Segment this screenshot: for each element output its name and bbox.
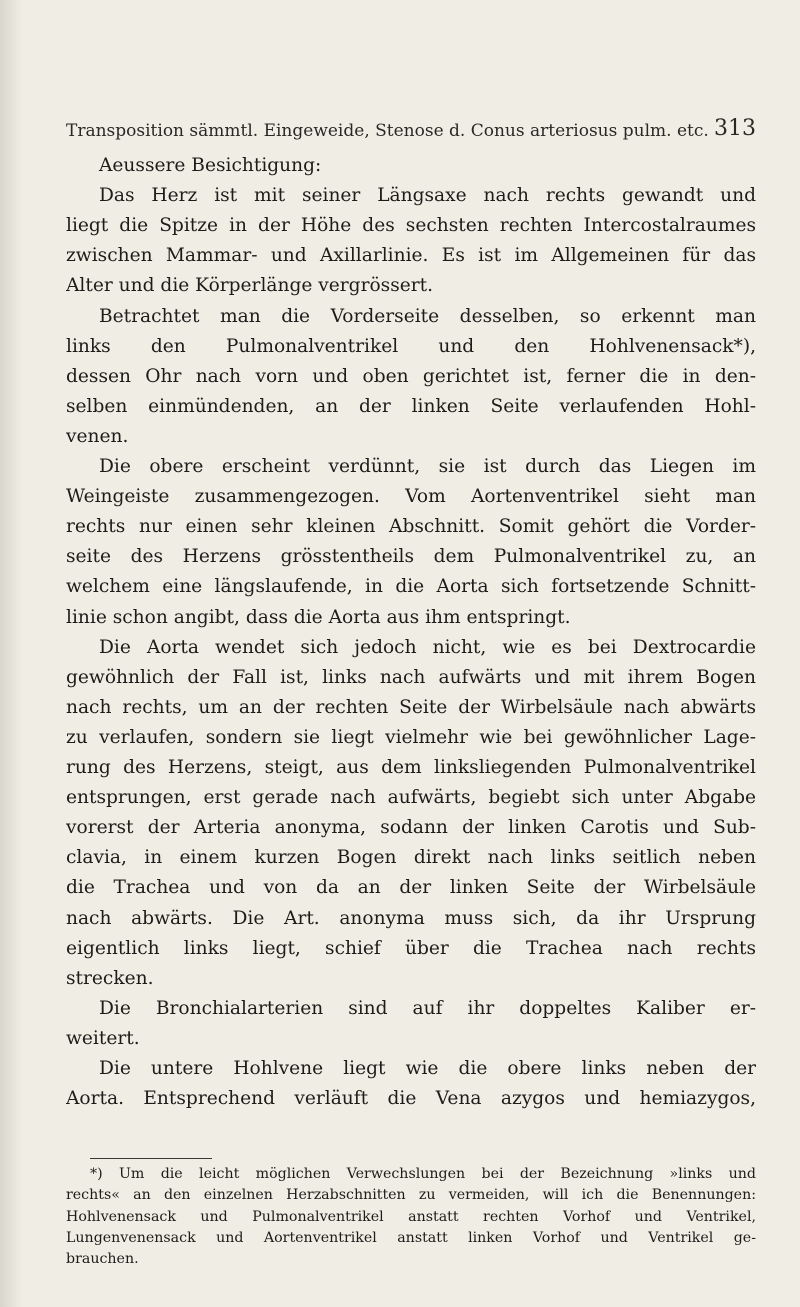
- text-line-content: strecken.: [66, 967, 154, 989]
- text-line: [66, 664, 756, 692]
- text-line-content: Die untere Hohlvene liegt wie die obere links neben der: [99, 1058, 756, 1079]
- text-line: [66, 844, 756, 872]
- text-line: [66, 272, 756, 300]
- text-line-content: nach abwärts. Die Art. anonyma muss sich, da ihr Ursprung: [66, 907, 756, 929]
- text-line: [66, 393, 756, 421]
- text-line: [66, 152, 756, 180]
- running-head: [66, 116, 756, 146]
- text-line: [66, 212, 756, 240]
- text-line: [66, 573, 756, 601]
- text-line: [66, 965, 756, 993]
- text-line-content: zwischen Mammar- und Axillarlinie. Es ist im Allgemeinen für das: [66, 245, 756, 267]
- text-line: [66, 814, 756, 842]
- text-line: [66, 182, 756, 210]
- text-line: [66, 363, 756, 391]
- text-line: [66, 242, 756, 270]
- text-line: [66, 634, 756, 662]
- text-line: [66, 874, 756, 902]
- text-line-content: Die Bronchialarterien sind auf ihr doppeltes Kaliber er-: [99, 997, 756, 1019]
- text-line-content: eigentlich links liegt, schief über die Trachea nach rechts: [66, 937, 756, 959]
- footnote-line-content: *) Um die leicht möglichen Verwechslungen bei der Bezeichnung »links und: [90, 1166, 756, 1182]
- text-line-content: nach rechts, um an der rechten Seite der Wirbelsäule nach abwärts: [66, 696, 756, 718]
- text-line: [66, 995, 756, 1023]
- footnote-line: [66, 1207, 756, 1228]
- footnote-line: [66, 1249, 756, 1270]
- text-line-content: weitert.: [66, 1027, 140, 1049]
- footnote-rule: [90, 1158, 212, 1159]
- text-line: [66, 543, 756, 571]
- text-line-content: Das Herz ist mit seiner Längsaxe nach rechts gewandt und: [99, 185, 756, 207]
- text-line: [66, 513, 756, 541]
- text-line: [66, 1085, 756, 1113]
- text-line: [66, 604, 756, 632]
- footnote-line-content: Hohlvenensack und Pulmonalventrikel anstatt rechten Vorhof und Ventrikel,: [66, 1208, 756, 1225]
- text-line: [66, 1025, 756, 1053]
- text-line: [66, 1055, 756, 1083]
- text-line-content: die Trachea und von da an der linken Seite der Wirbelsäule: [66, 877, 756, 899]
- text-line-content: Betrachtet man die Vorderseite desselben, so erkennt man: [99, 305, 756, 327]
- text-line-content: vorerst der Arteria anonyma, sodann der linken Carotis und Sub-: [66, 817, 756, 839]
- text-line-content: welchem eine längslaufende, in die Aorta sich fortsetzende Schnitt-: [66, 576, 756, 598]
- footnote-line-content: rechts« an den einzelnen Herzabschnitten zu vermeiden, will ich die Benennungen:: [66, 1187, 756, 1204]
- text-line: [66, 423, 756, 451]
- text-line: [66, 754, 756, 782]
- text-line-content: Alter und die Körperlänge vergrössert.: [66, 275, 434, 297]
- text-line-content: links den Pulmonalventrikel und den Hohlvenensack*),: [66, 335, 756, 357]
- text-line: [66, 453, 756, 481]
- text-line-content: dessen Ohr nach vorn und oben gerichtet ist, ferner die in den-: [66, 365, 756, 387]
- text-line-content: rechts nur einen sehr kleinen Abschnitt. Somit gehört die Vorder-: [66, 516, 756, 538]
- text-line-content: liegt die Spitze in der Höhe des sechsten rechten Intercostalraumes: [66, 215, 756, 237]
- footnote-line: [66, 1164, 756, 1185]
- footnote-line: [66, 1228, 756, 1249]
- text-line: [66, 333, 756, 361]
- text-line: [66, 303, 756, 331]
- text-line-content: venen.: [66, 425, 129, 447]
- text-line-content: Weingeiste zusammengezogen. Vom Aortenventrikel sieht man: [66, 486, 756, 508]
- text-line-content: Die obere erscheint verdünnt, sie ist durch das Liegen im: [99, 456, 756, 477]
- text-line-content: Aorta. Entsprechend verläuft die Vena azygos und hemiazygos,: [66, 1088, 756, 1110]
- running-head-title: Transposition sämmtl. Eingeweide, Stenose d. Conus arteriosus pulm. etc.: [66, 121, 709, 141]
- text-line: [66, 724, 756, 752]
- footnote-line-content: Lungenvenensack und Aortenventrikel anstatt linken Vorhof und Ventrikel ge-: [66, 1229, 756, 1246]
- text-line-content: rung des Herzens, steigt, aus dem linksliegenden Pulmonalventrikel: [66, 757, 756, 778]
- text-line-content: clavia, in einem kurzen Bogen direkt nach links seitlich neben: [66, 847, 756, 869]
- text-line-content: linie schon angibt, dass die Aorta aus ihm entspringt.: [66, 606, 571, 628]
- footnote-line: [66, 1185, 756, 1206]
- text-line: [66, 784, 756, 812]
- text-line-content: seite des Herzens grösstentheils dem Pulmonalventrikel zu, an: [66, 546, 756, 568]
- footnote-line-content: brauchen.: [66, 1251, 139, 1268]
- text-line-content: gewöhnlich der Fall ist, links nach aufwärts und mit ihrem Bogen: [66, 666, 756, 688]
- text-line: [66, 694, 756, 722]
- text-line: [66, 483, 756, 511]
- page-number: 313: [714, 116, 756, 141]
- text-line-content: Aeussere Besichtigung:: [99, 155, 322, 176]
- text-line: [66, 905, 756, 933]
- text-line-content: Die Aorta wendet sich jedoch nicht, wie es bei Dextrocardie: [99, 636, 756, 658]
- text-line: [66, 935, 756, 963]
- text-line-content: selben einmündenden, an der linken Seite verlaufenden Hohl-: [66, 395, 756, 417]
- text-line-content: zu verlaufen, sondern sie liegt vielmehr wie bei gewöhnlicher Lage-: [66, 726, 756, 748]
- text-line-content: entsprungen, erst gerade nach aufwärts, begiebt sich unter Abgabe: [66, 787, 756, 809]
